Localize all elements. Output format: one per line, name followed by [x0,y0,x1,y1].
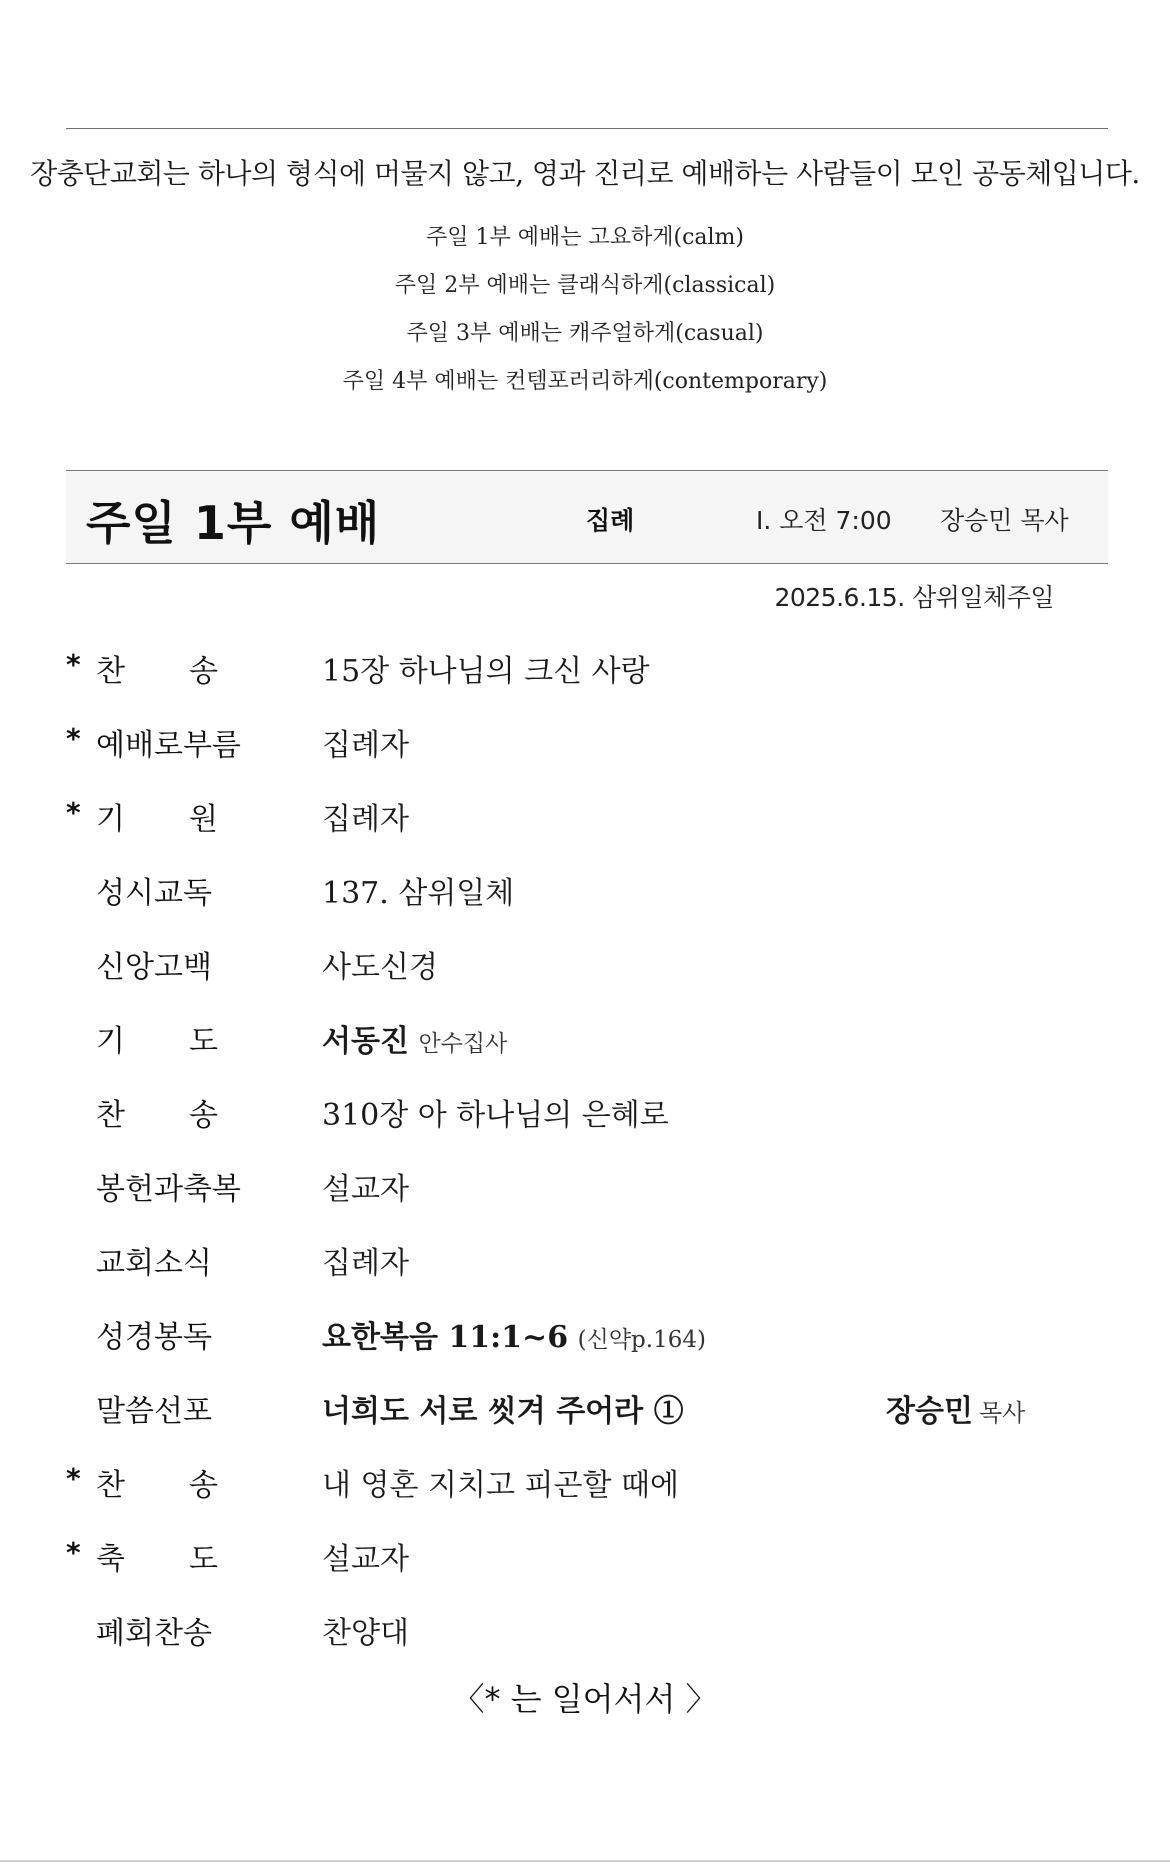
order-content: 15장 하나님의 크신 사랑 [322,654,650,689]
order-row [0,1006,1170,1080]
top-divider [66,128,1108,129]
order-label [96,1460,218,1504]
order-row [0,784,1170,858]
order-label-char: 기 [96,1024,125,1059]
service-style-line: 주일 1부 예배는 고요하게(calm) [426,225,744,250]
order-of-worship [0,636,1170,1672]
order-label-char: 도 [189,1542,218,1577]
order-label: 성경봉독 [96,1320,212,1355]
order-content [322,1386,684,1430]
preacher [886,1386,1025,1430]
order-label [96,1534,218,1578]
order-label-char: 송 [189,1098,218,1133]
order-label-char: 원 [189,802,218,837]
order-label-char: 송 [189,654,218,689]
church-intro: 장충단교회는 하나의 형식에 머물지 않고, 영과 진리로 예배하는 사람들이 모인 공동체입니다. [30,157,1140,190]
order-row [0,1524,1170,1598]
service-title: 주일 1부 예배 [86,496,381,550]
order-label: 예배로부름 [96,728,241,763]
order-content: 내 영혼 지치고 피곤할 때에 [322,1468,679,1503]
service-lead-label: 집례 [586,506,635,535]
scripture-page: (신약p.164) [577,1327,706,1353]
order-label: 신앙고백 [96,950,212,985]
order-row [0,1080,1170,1154]
order-label: 폐회찬송 [96,1616,212,1651]
standing-mark: * [66,796,81,829]
order-label-char: 찬 [96,654,125,689]
order-label: 봉헌과축복 [96,1172,241,1207]
order-row [0,1154,1170,1228]
order-label [96,646,218,690]
order-content: 137. 삼위일체 [322,876,515,911]
order-row [0,858,1170,932]
order-row [0,1228,1170,1302]
order-row [0,932,1170,1006]
order-label-char: 축 [96,1542,125,1577]
order-row [0,1450,1170,1524]
preacher-title: 목사 [978,1399,1026,1427]
service-style-line: 주일 4부 예배는 컨템포러리하게(contemporary) [342,369,828,394]
order-content: 설교자 [322,1172,409,1207]
order-label: 성시교독 [96,876,212,911]
order-label [96,1016,218,1060]
standing-mark: * [66,648,81,681]
service-style-line: 주일 3부 예배는 캐주얼하게(casual) [406,321,764,346]
order-label [96,1090,218,1134]
prayer-leader-name: 서동진 [322,1024,409,1059]
order-label-char: 찬 [96,1098,125,1133]
order-content: 사도신경 [322,950,438,985]
service-pastor: 장승민 목사 [940,506,1069,535]
preacher-name: 장승민 [886,1394,973,1429]
service-header [66,470,1108,564]
order-label: 교회소식 [96,1246,212,1281]
order-label-char: 송 [189,1468,218,1503]
order-label [96,794,218,838]
order-label-char: 기 [96,802,125,837]
order-row [0,1598,1170,1672]
order-content: 집례자 [322,1246,409,1281]
service-time: Ⅰ. 오전 7:00 [756,506,892,535]
order-label-char: 도 [189,1024,218,1059]
order-content: 310장 아 하나님의 은혜로 [322,1098,669,1133]
order-content: 찬양대 [322,1616,409,1651]
standing-mark: * [66,1536,81,1569]
standing-mark: * [66,722,81,755]
service-styles [0,219,1170,411]
service-style-line: 주일 2부 예배는 클래식하게(classical) [394,273,776,298]
order-content: 설교자 [322,1542,409,1577]
order-content: 집례자 [322,802,409,837]
order-content: 집례자 [322,728,409,763]
order-label-char: 찬 [96,1468,125,1503]
order-content [322,1016,507,1060]
standing-mark: * [66,1462,81,1495]
service-date: 2025.6.15. 삼위일체주일 [774,583,1054,612]
standing-note: 〈* 는 일어서서 〉 [452,1680,718,1718]
bottom-divider [0,1860,1170,1862]
order-content [322,1312,706,1356]
order-label: 말씀선포 [96,1394,212,1429]
order-row [0,710,1170,784]
sermon-title: 너희도 서로 씻겨 주어라 ① [322,1394,684,1429]
order-row [0,636,1170,710]
prayer-leader-title: 안수집사 [418,1031,508,1057]
order-row [0,1376,1170,1450]
scripture-reference: 요한복음 11:1~6 [322,1320,569,1355]
order-row [0,1302,1170,1376]
